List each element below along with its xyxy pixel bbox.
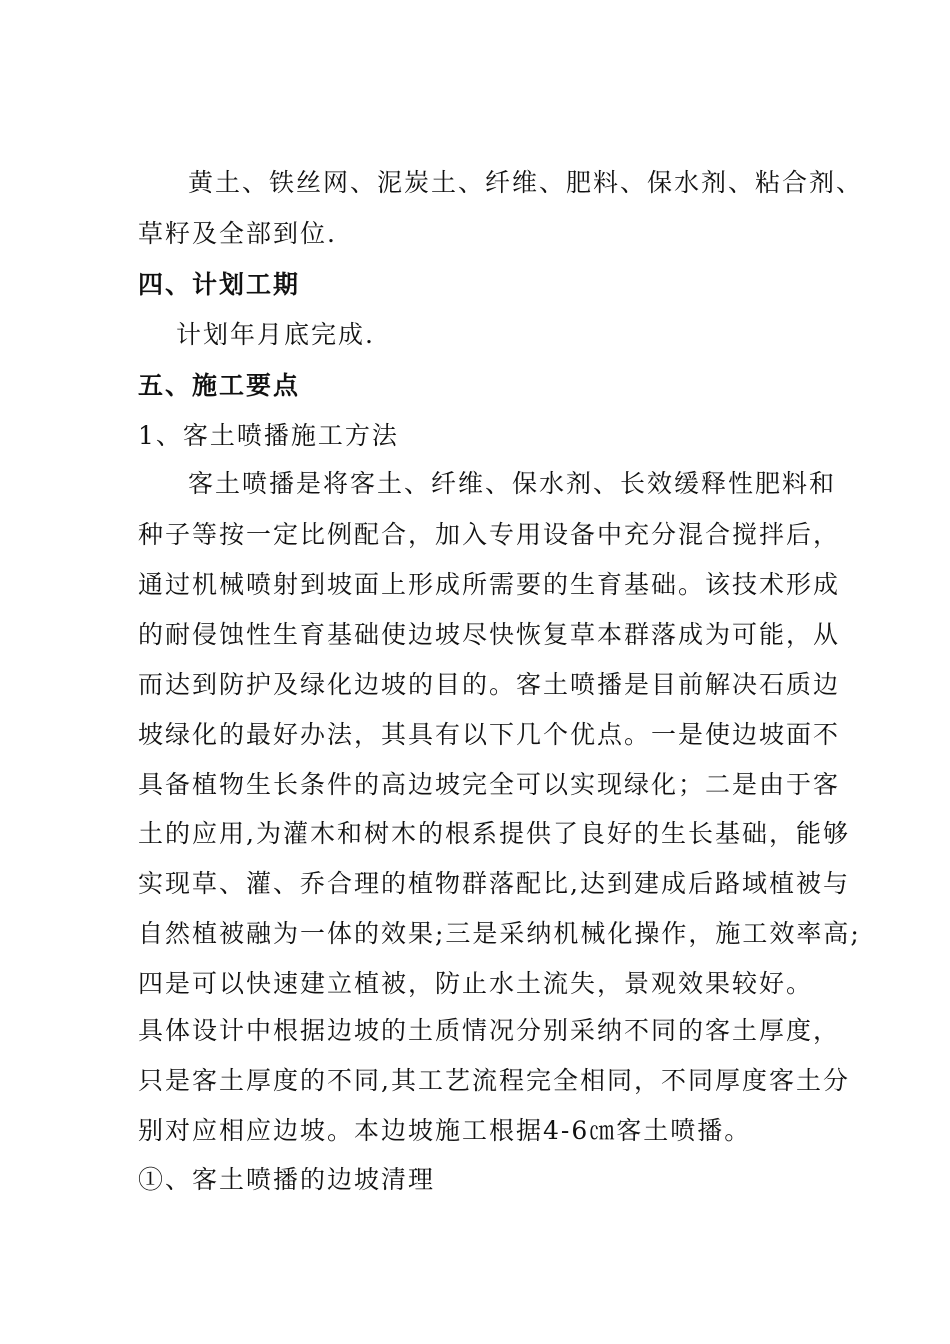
paragraph-line: 自然植被融为一体的效果;三是采纳机械化操作，施工效率高; xyxy=(138,919,861,948)
paragraph-line: 黄土、铁丝网、泥炭土、纤维、肥料、保水剂、粘合剂、 xyxy=(188,168,864,197)
paragraph-line: 只是客土厚度的不同,其工艺流程完全相同，不同厚度客土分 xyxy=(138,1066,850,1095)
paragraph-line: 坡绿化的最好办法，其具有以下几个优点。一是使边坡面不 xyxy=(138,720,841,749)
paragraph-line: 实现草、灌、乔合理的植物群落配比,达到建成后路域植被与 xyxy=(138,869,850,898)
subsection-heading: ①、客土喷播的边坡清理 xyxy=(138,1165,436,1194)
paragraph-line: 草籽及全部到位. xyxy=(138,219,337,248)
subsection-heading: 1、客土喷播施工方法 xyxy=(138,421,399,450)
paragraph-line: 通过机械喷射到坡面上形成所需要的生育基础。该技术形成 xyxy=(138,570,841,599)
paragraph-line: 四是可以快速建立植被，防止水土流失，景观效果较好。 xyxy=(138,969,814,998)
paragraph-line: 土的应用,为灌木和树木的根系提供了良好的生长基础，能够 xyxy=(138,819,850,848)
paragraph-line: 具体设计中根据边坡的土质情况分别采纳不同的客土厚度， xyxy=(138,1016,841,1045)
paragraph-line: 具备植物生长条件的高边坡完全可以实现绿化；二是由于客 xyxy=(138,770,841,799)
paragraph-line: 计划年月底完成. xyxy=(176,320,375,349)
section-heading-5: 五、施工要点 xyxy=(138,371,301,400)
section-heading-4: 四、计划工期 xyxy=(138,270,301,299)
paragraph-line: 客土喷播是将客土、纤维、保水剂、长效缓释性肥料和 xyxy=(188,469,837,498)
paragraph-line: 而达到防护及绿化边坡的目的。客土喷播是目前解决石质边 xyxy=(138,670,841,699)
paragraph-line: 的耐侵蚀性生育基础使边坡尽快恢复草本群落成为可能，从 xyxy=(138,620,841,649)
paragraph-line: 别对应相应边坡。本边坡施工根据4-6㎝客土喷播。 xyxy=(138,1116,752,1145)
paragraph-line: 种子等按一定比例配合，加入专用设备中充分混合搅拌后， xyxy=(138,520,841,549)
